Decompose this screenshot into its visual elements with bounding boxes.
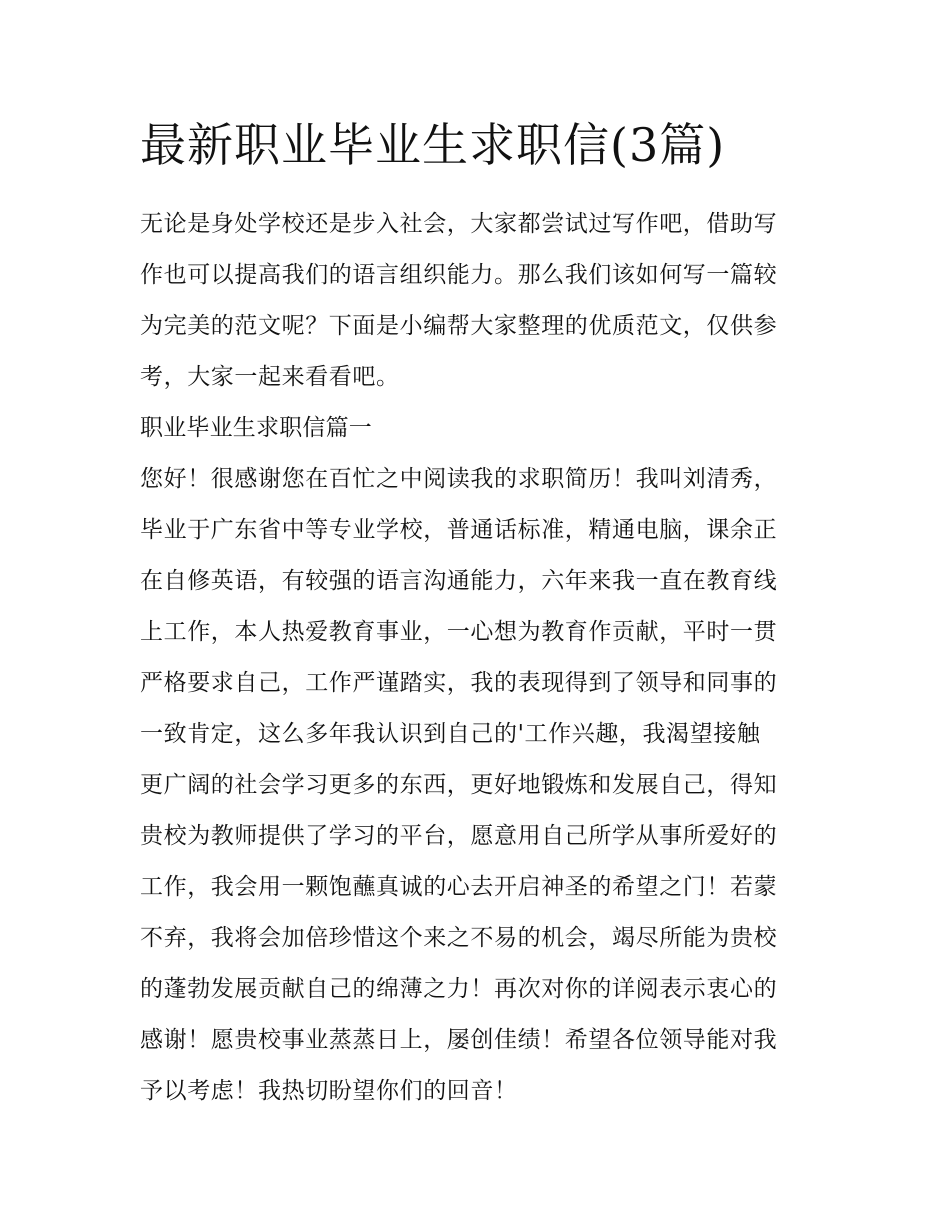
- letter-line-4: 上工作，本人热爱教育事业，一心想为教育作贡献，平时一贯: [140, 619, 778, 645]
- letter-line-3: 在自修英语，有较强的语言沟通能力，六年来我一直在教育线: [140, 568, 778, 594]
- letter-line-11: 的蓬勃发展贡献自己的绵薄之力！再次对你的详阅表示衷心的: [140, 976, 778, 1002]
- letter-line-12: 感谢！愿贵校事业蒸蒸日上，屡创佳绩！希望各位领导能对我: [140, 1027, 778, 1053]
- letter-line-6: 一致肯定，这么多年我认识到自己的'工作兴趣，我渴望接触: [140, 721, 761, 747]
- document-body: [140, 199, 830, 1117]
- letter-line-5: 严格要求自己，工作严谨踏实，我的表现得到了领导和同事的: [140, 670, 778, 696]
- document-title: 最新职业毕业生求职信(3篇): [140, 118, 726, 172]
- intro-line-3: 为完美的范文呢？下面是小编帮大家整理的优质范文，仅供参: [140, 313, 778, 339]
- letter-line-2: 毕业于广东省中等专业学校，普通话标准，精通电脑，课余正: [140, 517, 778, 543]
- letter-line-10: 不弃，我将会加倍珍惜这个来之不易的机会，竭尽所能为贵校: [140, 925, 778, 951]
- letter-line-8: 贵校为教师提供了学习的平台，愿意用自己所学从事所爱好的: [140, 823, 778, 849]
- intro-line-4: 考，大家一起来看看吧。: [140, 364, 400, 390]
- section-heading: 职业毕业生求职信篇一: [140, 415, 372, 441]
- intro-line-1: 无论是身处学校还是步入社会，大家都尝试过写作吧，借助写: [140, 211, 778, 237]
- letter-line-13: 予以考虑！我热切盼望你们的回音！: [140, 1078, 518, 1104]
- letter-line-9: 工作，我会用一颗饱蘸真诚的心去开启神圣的希望之门！若蒙: [140, 874, 778, 900]
- letter-line-7: 更广阔的社会学习更多的东西，更好地锻炼和发展自己，得知: [140, 772, 778, 798]
- intro-line-2: 作也可以提高我们的语言组织能力。那么我们该如何写一篇较: [140, 262, 778, 288]
- letter-line-1: 您好！很感谢您在百忙之中阅读我的求职简历！我叫刘清秀，: [140, 466, 778, 492]
